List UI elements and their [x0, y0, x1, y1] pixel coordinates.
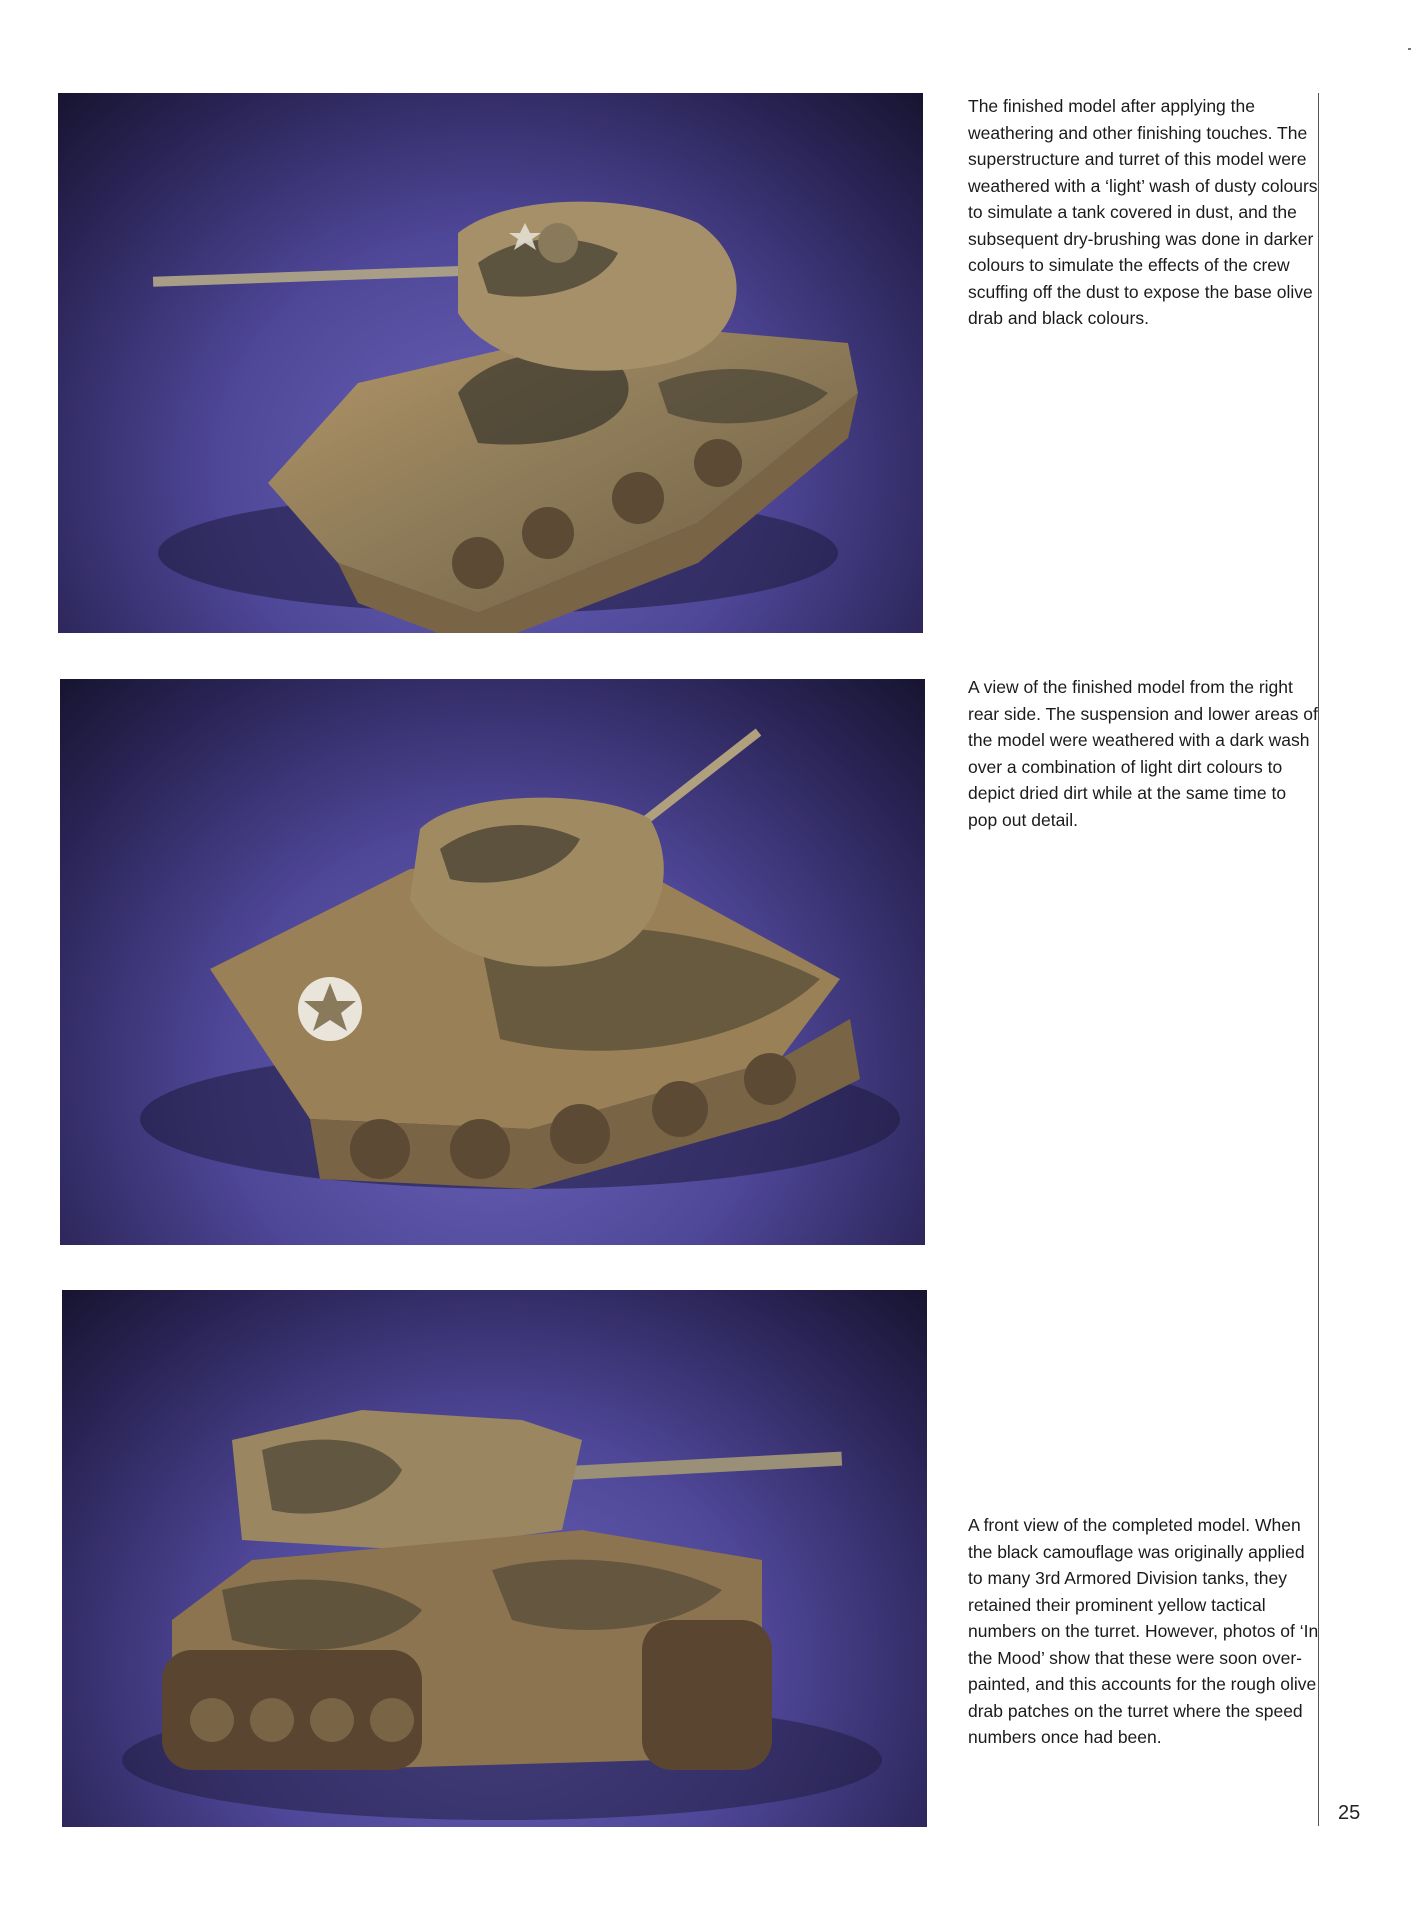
photo-tank-left-front	[58, 93, 923, 633]
edge-mark	[1408, 48, 1411, 50]
tank-model-photo-icon	[62, 1290, 927, 1827]
page-number: 25	[1338, 1802, 1361, 1824]
column-rule	[1318, 93, 1319, 1826]
tank-model-photo-icon	[60, 679, 925, 1245]
caption-photo-2: A view of the finished model from the right rear side. The suspension and lower areas of the model were weathered with a dark wash over a combination of light dirt colours to depict dried dirt while at the same time to pop out detail.	[968, 677, 1318, 830]
caption-photo-3: A front view of the completed model. When the black camouflage was originally applied to many 3rd Armored Division tanks, they retained their prominent yellow tactical numbers on the turret. However, photos of ‘In the Mood’ show that these were soon over-painted, and this accounts for the rough olive drab patches on the turret where the speed numbers once had been.	[968, 1515, 1319, 1747]
photo-tank-front	[62, 1290, 927, 1827]
photo-tank-right-rear	[60, 679, 925, 1245]
tank-model-photo-icon	[58, 93, 923, 633]
caption-photo-1: The finished model after applying the weathering and other finishing touches. The superstructure and turret of this model were weathered with a ‘light’ wash of dusty colours to simulate a tank covered in dust, and the subsequent dry-brushing was done in darker colours to simulate the effects of the crew scuffing off the dust to expose the base olive drab and black colours.	[968, 96, 1318, 328]
